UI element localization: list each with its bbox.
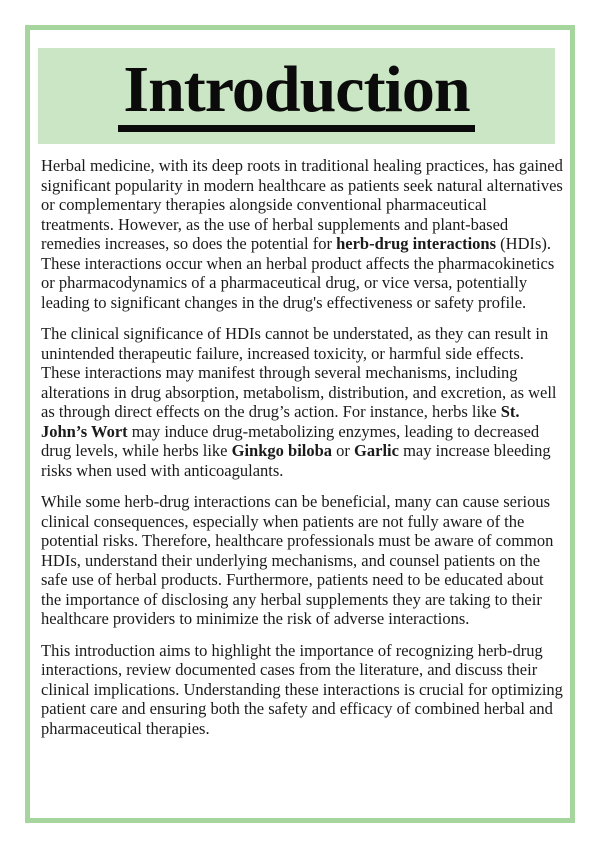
document-body	[41, 156, 563, 738]
text-segment: (HDIs). These interactions occur when an herbal product affects the pharmacokinetics or pharmacodynamics of a pharmaceutical drug, or vice versa, potentially leading to significant changes in the drug's effectiveness or safety profile.	[41, 234, 555, 312]
bold-term: herb-drug interactions	[336, 234, 497, 253]
paragraph-3	[41, 492, 563, 629]
text-segment: may induce drug-metabolizing enzymes, leading to decreased drug levels, while herbs like	[41, 421, 540, 460]
text-segment: or	[332, 441, 355, 460]
bold-term: Ginkgo biloba	[231, 441, 333, 460]
title-banner	[38, 48, 555, 144]
text-segment: may increase bleeding risks when used with anticoagulants.	[41, 441, 551, 480]
paragraph-2	[41, 324, 563, 480]
text-segment: While some herb-drug interactions can be beneficial, many can cause serious clinical consequences, especially when patients are not fully aware of the potential risks. Therefore, healthcare professionals must be aware of common HDIs, understand their underlying mechanisms, and counsel patients on the safe use of herbal products. Furthermore, patients need to be educated about the importance of disclosing any herbal supplements they are taking to their healthcare providers to minimize the risk of adverse interactions.	[41, 492, 554, 628]
bold-term: St. John’s Wort	[41, 402, 520, 441]
paragraph-4	[41, 641, 563, 739]
bold-term: Garlic	[354, 441, 399, 460]
text-segment: This introduction aims to highlight the importance of recognizing herb-drug interactions, review documented cases from the literature, and discuss their clinical implications. Understanding these interactions is crucial for optimizing patient care and ensuring both the safety and efficacy of combined herbal and pharmaceutical therapies.	[41, 640, 563, 738]
paragraph-1	[41, 156, 563, 312]
page-title: Introduction	[118, 60, 474, 133]
text-segment: The clinical significance of HDIs cannot be understated, as they can result in unintended therapeutic failure, increased toxicity, or harmful side effects. These interactions may manifest through several mechanisms, including alterations in drug absorption, metabolism, distribution, and excretion, as well as through direct effects on the drug’s action. For instance, herbs like	[41, 324, 557, 421]
text-segment: Herbal medicine, with its deep roots in traditional healing practices, has gained significant popularity in modern healthcare as patients seek natural alternatives or complementary therapies alongside conventional pharmaceutical treatments. However, as the use of herbal supplements and plant-based remedies increases, so does the potential for	[41, 156, 563, 253]
